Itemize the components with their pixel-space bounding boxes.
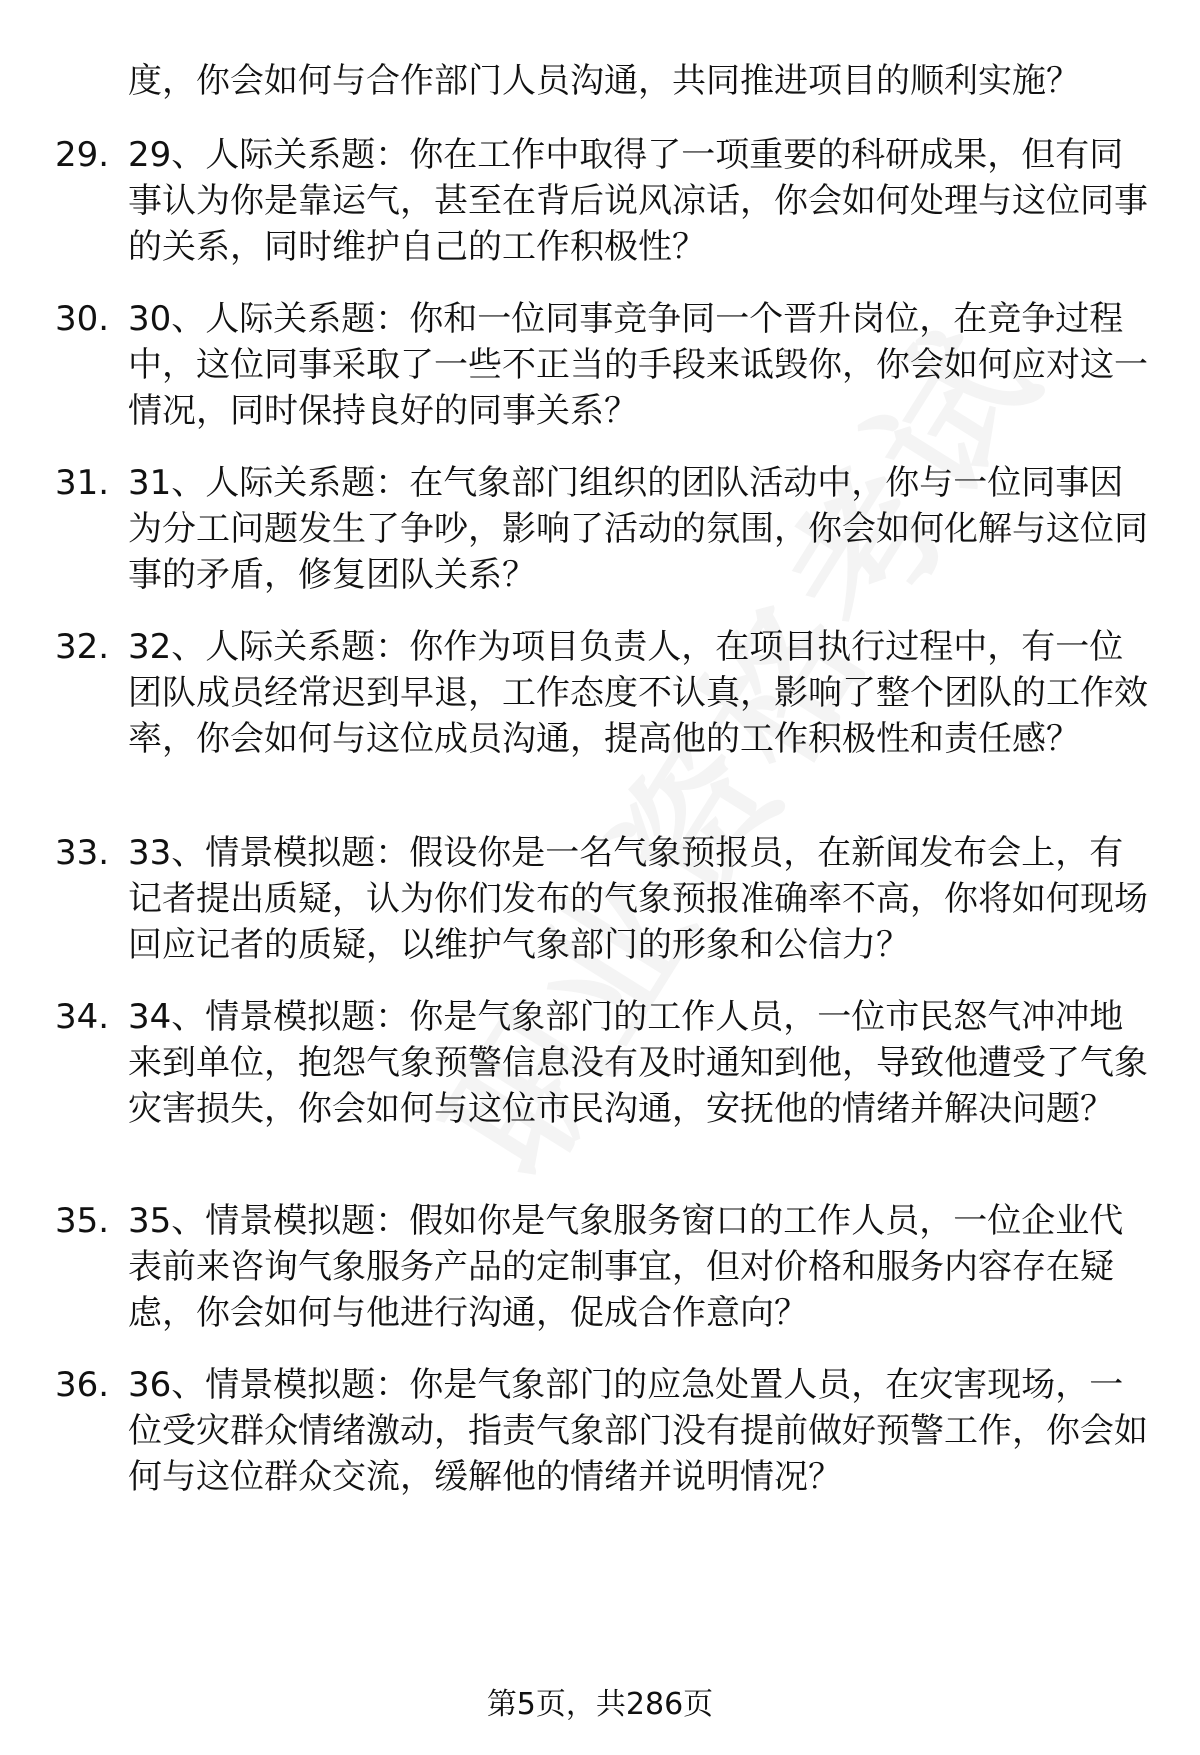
item-text: 35、情景模拟题：假如你是气象服务窗口的工作人员，一位企业代表前来咨询气象服务产品的定制事宜，但对价格和服务内容存在疑虑，你会如何与他进行沟通，促成合作意向？: [128, 1201, 1124, 1333]
item-number: 34.: [55, 997, 110, 1037]
item-number: 31.: [55, 463, 110, 503]
item-number: 29.: [55, 135, 110, 175]
item-number: 36.: [55, 1365, 110, 1405]
item-text: 33、情景模拟题：假设你是一名气象预报员，在新闻发布会上，有记者提出质疑，认为你们发布的气象预报准确率不高，你将如何现场回应记者的质疑，以维护气象部门的形象和公信力？: [128, 833, 1148, 965]
item-text: 31、人际关系题：在气象部门组织的团队活动中，你与一位同事因为分工问题发生了争吵，影响了活动的氛围，你会如何化解与这位同事的矛盾，修复团队关系？: [128, 463, 1148, 595]
item-text: 32、人际关系题：你作为项目负责人，在项目执行过程中，有一位团队成员经常迟到早退，工作态度不认真，影响了整个团队的工作效率，你会如何与这位成员沟通，提高他的工作积极性和责任感？: [128, 627, 1148, 759]
item-number: 32.: [55, 627, 110, 667]
item-text: 30、人际关系题：你和一位同事竞争同一个晋升岗位，在竞争过程中，这位同事采取了一些不正当的手段来诋毁你，你会如何应对这一情况，同时保持良好的同事关系？: [128, 299, 1148, 431]
item-text: 34、情景模拟题：你是气象部门的工作人员，一位市民怒气冲冲地来到单位，抱怨气象预警信息没有及时通知到他，导致他遭受了气象灾害损失，你会如何与这位市民沟通，安抚他的情绪并解决问题？: [128, 997, 1148, 1129]
item-text: 36、情景模拟题：你是气象部门的应急处置人员，在灾害现场，一位受灾群众情绪激动，指责气象部门没有提前做好预警工作，你会如何与这位群众交流，缓解他的情绪并说明情况？: [128, 1365, 1148, 1497]
continuation-text: 度，你会如何与合作部门人员沟通，共同推进项目的顺利实施？: [128, 61, 1080, 101]
item-number: 30.: [55, 299, 110, 339]
page-footer: 第5页，共286页: [486, 1687, 714, 1722]
item-text: 29、人际关系题：你在工作中取得了一项重要的科研成果，但有同事认为你是靠运气，甚至在背后说风凉话，你会如何处理与这位同事的关系，同时维护自己的工作积极性？: [128, 135, 1148, 267]
item-number: 33.: [55, 833, 110, 873]
item-number: 35.: [55, 1201, 110, 1241]
